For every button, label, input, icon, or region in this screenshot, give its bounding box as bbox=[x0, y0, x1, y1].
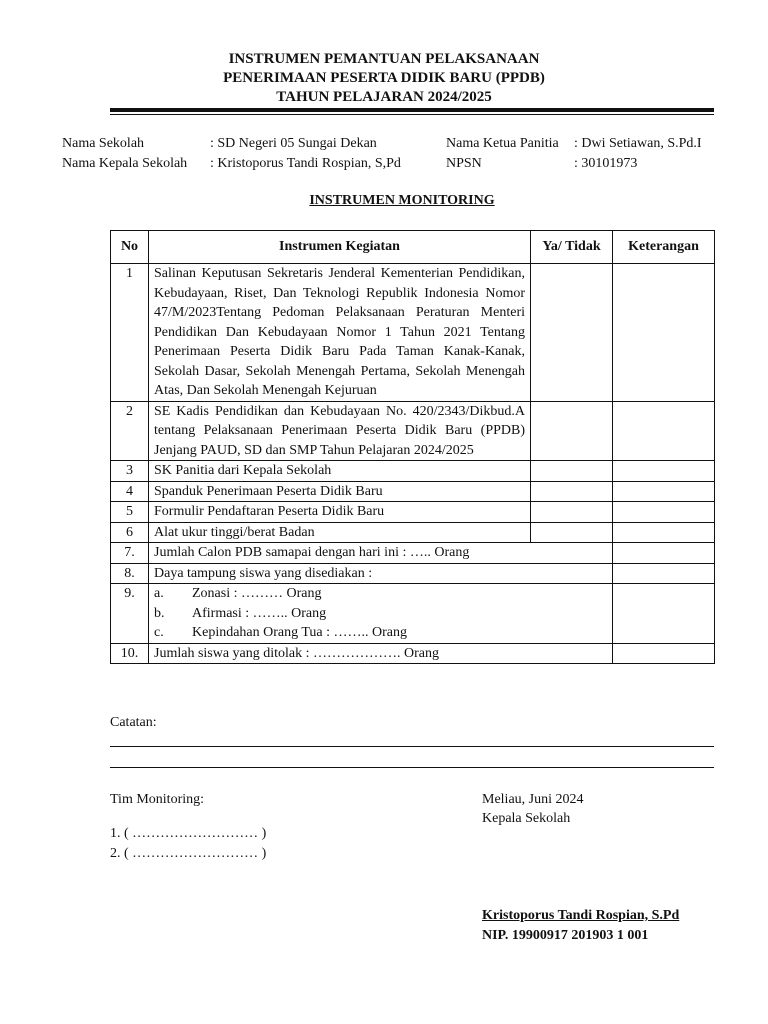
header-yes-no: Ya/ Tidak bbox=[531, 231, 613, 264]
sublist-item bbox=[154, 623, 607, 643]
principal-name-label: Nama Kepala Sekolah bbox=[62, 156, 188, 171]
sublist-text: Afirmasi : …….. Orang bbox=[192, 605, 327, 621]
row-number: 4 bbox=[111, 481, 149, 502]
row-remarks-cell[interactable] bbox=[613, 643, 715, 664]
table-row bbox=[111, 643, 715, 664]
row-remarks-cell[interactable] bbox=[613, 522, 715, 543]
header-remarks: Keterangan bbox=[613, 231, 715, 264]
row-remarks-cell[interactable] bbox=[613, 543, 715, 564]
row-activity: Formulir Pendaftaran Peserta Didik Baru bbox=[149, 502, 531, 523]
row-number: 3 bbox=[111, 461, 149, 482]
monitoring-team-label: Tim Monitoring: bbox=[110, 792, 205, 807]
row-number: 7. bbox=[111, 543, 149, 564]
row-yes-no-cell[interactable] bbox=[531, 461, 613, 482]
row-remarks-cell[interactable] bbox=[613, 264, 715, 402]
committee-chair-value: : Dwi Setiawan, S.Pd.I bbox=[574, 136, 702, 151]
sublist-text: Kepindahan Orang Tua : …….. Orang bbox=[192, 625, 408, 640]
header-rule-thin bbox=[110, 114, 714, 115]
row-activity: Salinan Keputusan Sekretaris Jenderal Kementerian Pendidikan, Kebudayaan, Riset, Dan Teknologi Republik Indonesia Nomor 47/M/2023Tentang Pedoman Pelaksanaan Peraturan Menteri Pendidikan Dan Kebudayaan Nomor 1 Tahun 2021 Tentang Penerimaan Peserta Didik Baru Pada Taman Kanak-Kanak, Sekolah Dasar, Sekolah Menengah Pertama, Sekolah Menengah Atas, Dan Sekolah Menengah Kejuruan bbox=[149, 264, 531, 402]
committee-chair-label: Nama Ketua Panitia bbox=[446, 136, 559, 151]
row-number: 10. bbox=[111, 643, 149, 664]
sublist-letter: b. bbox=[154, 605, 165, 621]
signer-nip: NIP. 19900917 201903 1 001 bbox=[482, 928, 649, 943]
school-name-value: : SD Negeri 05 Sungai Dekan bbox=[210, 136, 377, 151]
team-member-1: 1. ( ……………………… ) bbox=[110, 826, 267, 841]
table-row bbox=[111, 461, 715, 482]
row-remarks-cell[interactable] bbox=[613, 584, 715, 644]
row-remarks-cell[interactable] bbox=[613, 401, 715, 461]
row-activity: SE Kadis Pendidikan dan Kebudayaan No. 420/2343/Dikbud.A tentang Pelaksanaan Penerimaan Peserta Didik Baru (PPDB) Jenjang PAUD, SD dan SMP Tahun Pelajaran 2024/2025 bbox=[149, 401, 531, 461]
monitoring-table bbox=[110, 230, 715, 664]
row-yes-no-cell[interactable] bbox=[531, 502, 613, 523]
notes-line-1[interactable] bbox=[110, 746, 714, 747]
sublist-letter: a. bbox=[154, 586, 164, 601]
signer-position: Kepala Sekolah bbox=[482, 811, 571, 826]
row-activity: Daya tampung siswa yang disediakan : bbox=[149, 563, 613, 584]
header-rule-thick bbox=[110, 108, 714, 112]
row-activity-sublist bbox=[149, 584, 613, 644]
row-number: 2 bbox=[111, 401, 149, 461]
table-row bbox=[111, 522, 715, 543]
table-header-row bbox=[111, 231, 715, 264]
row-remarks-cell[interactable] bbox=[613, 461, 715, 482]
npsn-value: : 30101973 bbox=[574, 156, 638, 171]
row-remarks-cell[interactable] bbox=[613, 563, 715, 584]
sublist-item bbox=[154, 584, 607, 604]
sublist-letter: c. bbox=[154, 625, 164, 640]
table-row bbox=[111, 543, 715, 564]
table-row bbox=[111, 563, 715, 584]
notes-label: Catatan: bbox=[110, 715, 157, 730]
header-instrument: Instrumen Kegiatan bbox=[149, 231, 531, 264]
row-remarks-cell[interactable] bbox=[613, 502, 715, 523]
row-yes-no-cell[interactable] bbox=[531, 401, 613, 461]
team-member-2: 2. ( ……………………… ) bbox=[110, 846, 267, 861]
title-line-2: PENERIMAAN PESERTA DIDIK BARU (PPDB) bbox=[223, 70, 545, 86]
notes-line-2[interactable] bbox=[110, 767, 714, 768]
signer-name: Kristoporus Tandi Rospian, S.Pd bbox=[482, 908, 680, 923]
table-row bbox=[111, 401, 715, 461]
row-activity: Jumlah Calon PDB samapai dengan hari ini : ….. Orang bbox=[149, 543, 613, 564]
row-yes-no-cell[interactable] bbox=[531, 522, 613, 543]
sublist-text: Zonasi : ……… Orang bbox=[192, 586, 322, 601]
table-row bbox=[111, 584, 715, 644]
row-number: 9. bbox=[111, 584, 149, 644]
title-line-1: INSTRUMEN PEMANTUAN PELAKSANAAN bbox=[228, 51, 540, 67]
sublist-item bbox=[154, 604, 607, 624]
school-name-label: Nama Sekolah bbox=[62, 136, 145, 151]
section-title: INSTRUMEN MONITORING bbox=[309, 193, 495, 208]
row-activity: Spanduk Penerimaan Peserta Didik Baru bbox=[149, 481, 531, 502]
title-line-3: TAHUN PELAJARAN 2024/2025 bbox=[276, 89, 492, 105]
table-row bbox=[111, 502, 715, 523]
row-activity: SK Panitia dari Kepala Sekolah bbox=[149, 461, 531, 482]
document-title bbox=[0, 50, 768, 107]
row-yes-no-cell[interactable] bbox=[531, 481, 613, 502]
npsn-label: NPSN bbox=[446, 156, 482, 171]
row-number: 8. bbox=[111, 563, 149, 584]
header-no: No bbox=[111, 231, 149, 264]
row-number: 1 bbox=[111, 264, 149, 402]
row-number: 6 bbox=[111, 522, 149, 543]
row-remarks-cell[interactable] bbox=[613, 481, 715, 502]
row-activity: Alat ukur tinggi/berat Badan bbox=[149, 522, 531, 543]
table-row bbox=[111, 481, 715, 502]
table-row bbox=[111, 264, 715, 402]
row-yes-no-cell[interactable] bbox=[531, 264, 613, 402]
row-activity: Jumlah siswa yang ditolak : ………………. Orang bbox=[149, 643, 613, 664]
principal-name-value: : Kristoporus Tandi Rospian, S,Pd bbox=[210, 156, 401, 171]
place-date: Meliau, Juni 2024 bbox=[482, 792, 584, 807]
row-number: 5 bbox=[111, 502, 149, 523]
